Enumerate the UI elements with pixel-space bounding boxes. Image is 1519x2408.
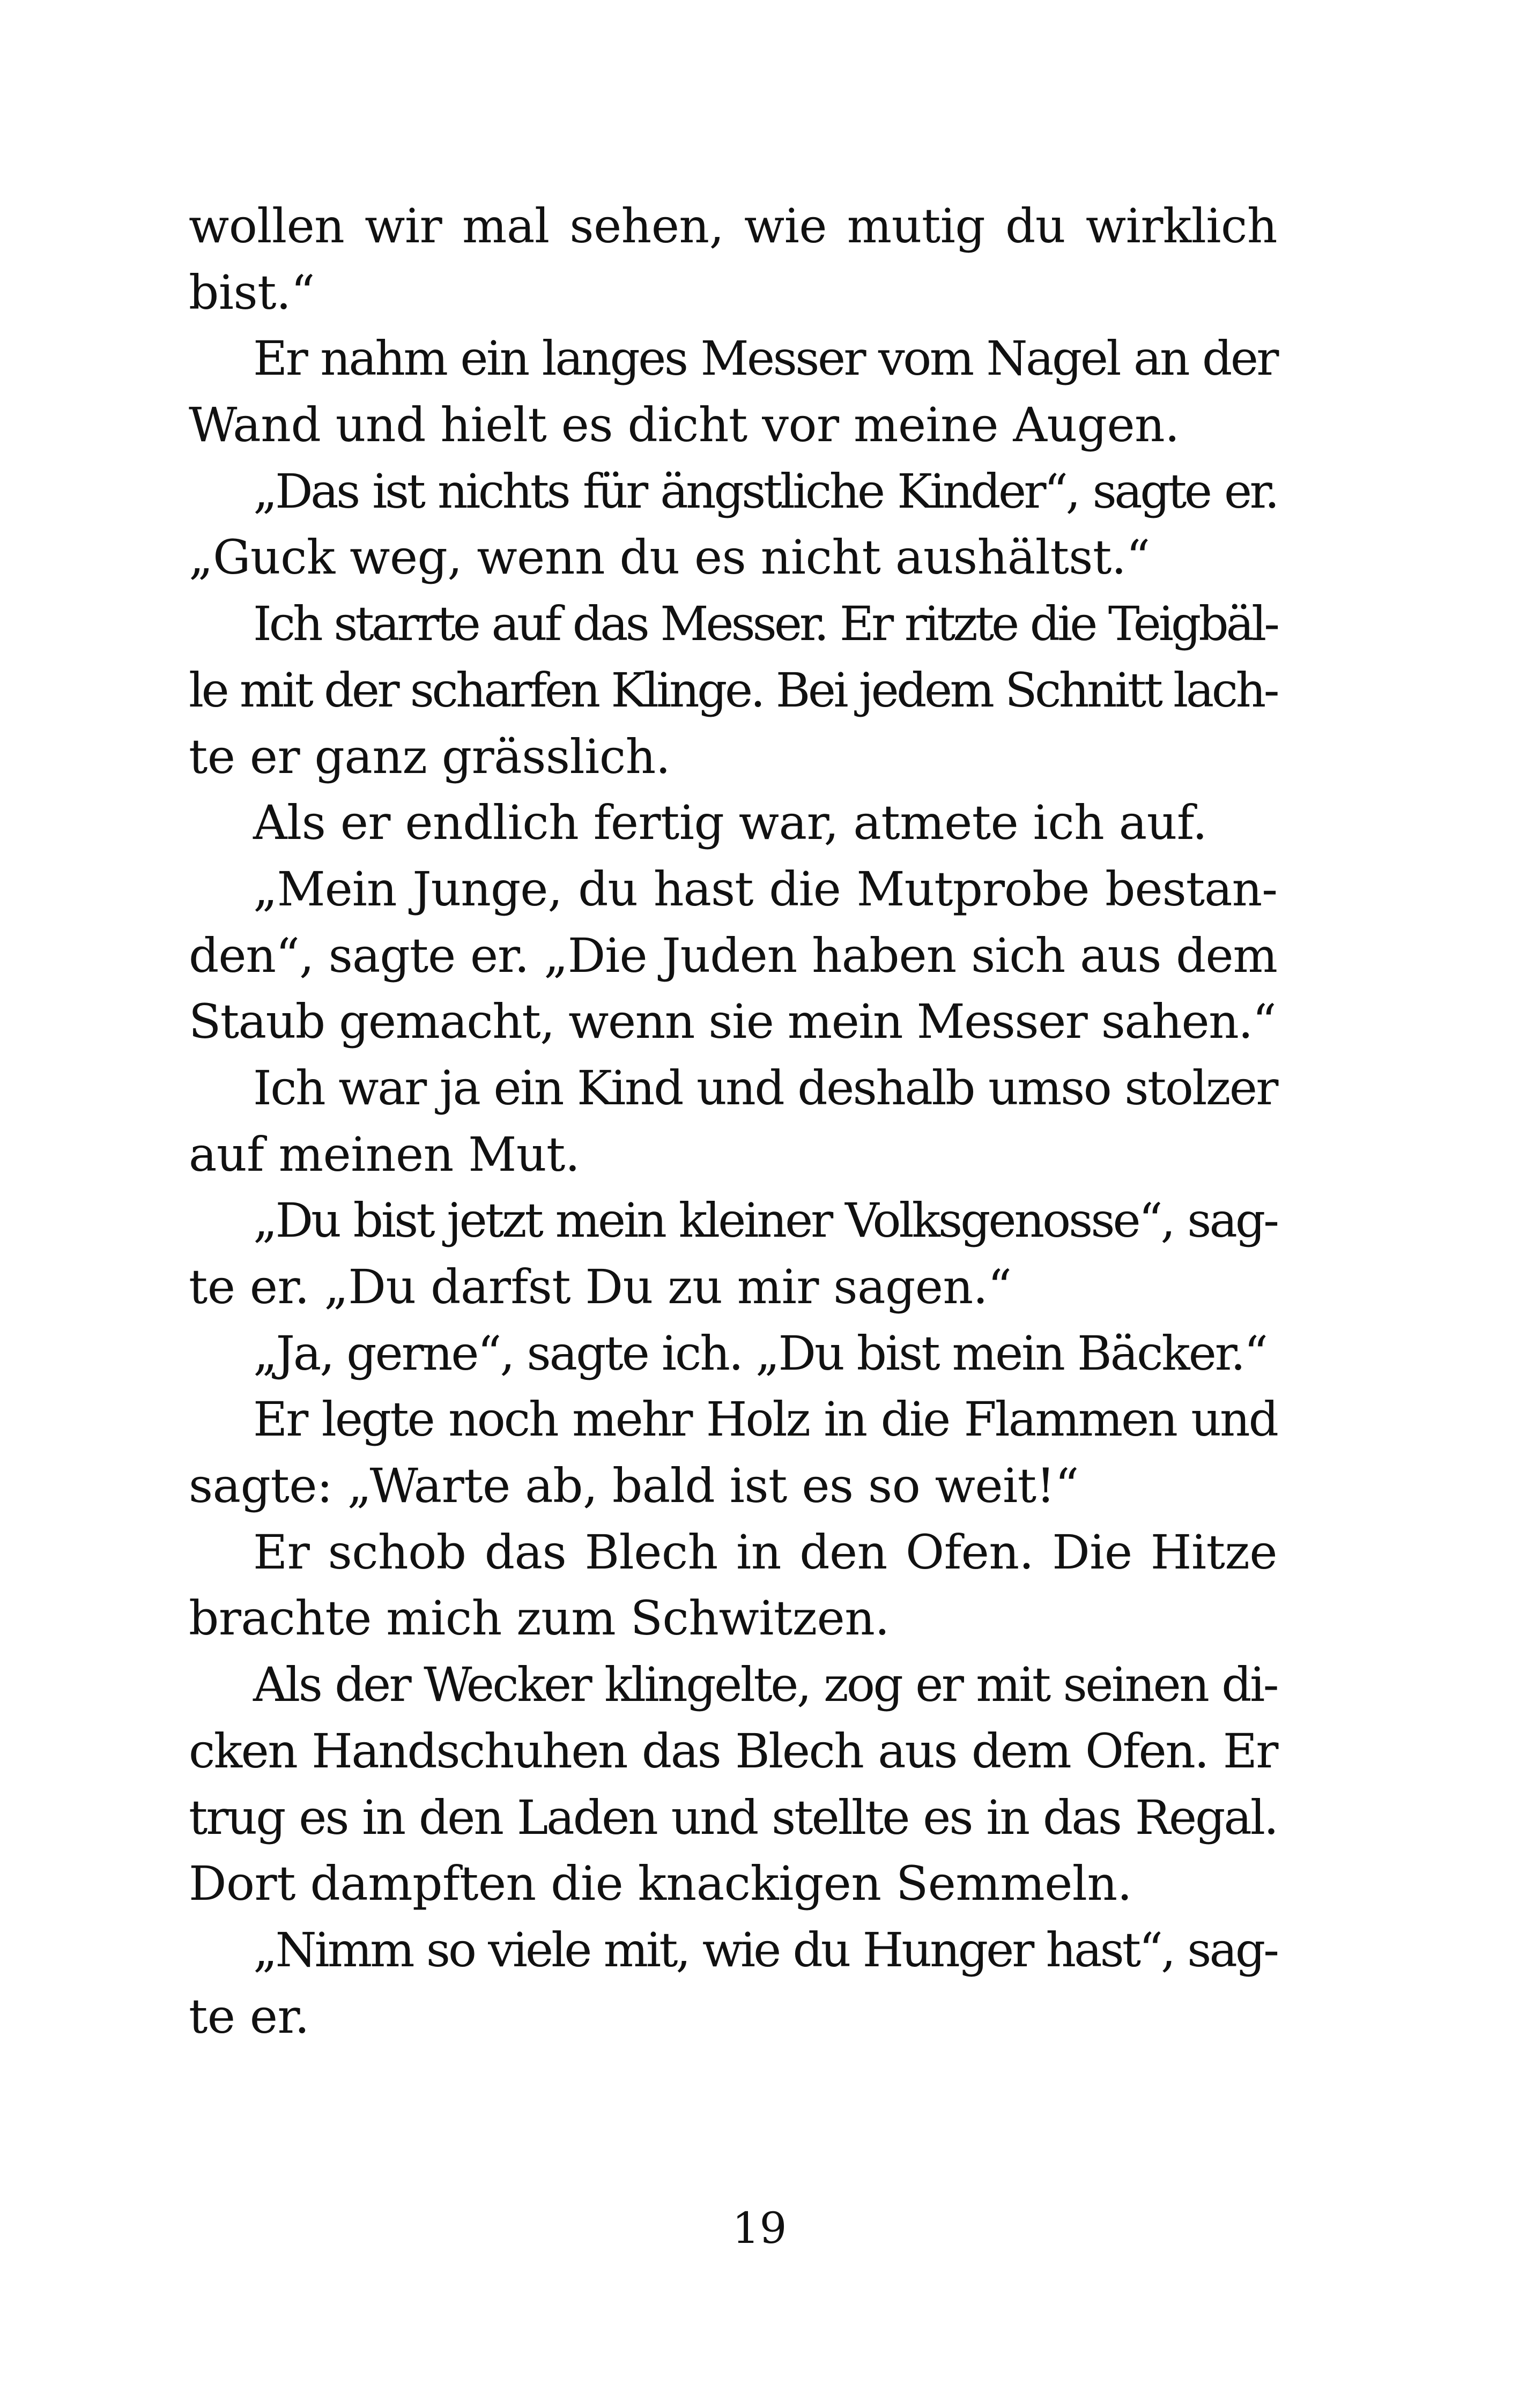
text-line: „Das ist nichts für ängstliche Kinder“, sagte er. (253, 463, 1277, 519)
text-line: te er. (189, 1988, 309, 2044)
text-line: cken Handschuhen das Blech aus dem Ofen. Er (189, 1723, 1277, 1779)
page-number: 19 (732, 2203, 787, 2253)
body-text (189, 193, 1277, 2049)
text-line: Ich starrte auf das Messer. Er ritzte die Teigbäl- (253, 596, 1277, 652)
text-line: den“, sagte er. „Die Juden haben sich aus dem (189, 927, 1277, 983)
text-line: auf meinen Mut. (189, 1126, 580, 1182)
text-line: te er. „Du darfst Du zu mir sagen.“ (189, 1259, 1012, 1314)
text-line: te er ganz grässlich. (189, 729, 671, 784)
text-line: Als er endlich fertig war, atmete ich auf. (253, 795, 1207, 851)
text-line: sagte: „Warte ab, bald ist es so weit!“ (189, 1458, 1079, 1514)
text-line: bist.“ (189, 264, 315, 320)
text-line: „Nimm so viele mit, wie du Hunger hast“, sag- (253, 1922, 1277, 1978)
text-line: „Du bist jetzt mein kleiner Volksgenosse“, sag- (253, 1193, 1277, 1248)
text-line: wollen wir mal sehen, wie mutig du wirklich (189, 198, 1277, 254)
text-line: Er legte noch mehr Holz in die Flammen und (253, 1392, 1277, 1447)
text-line: Als der Wecker klingelte, zog er mit seinen di- (253, 1657, 1277, 1713)
text-line: Er schob das Blech in den Ofen. Die Hitze (253, 1524, 1277, 1580)
text-line: Dort dampften die knackigen Semmeln. (189, 1856, 1132, 1912)
text-line: „Mein Junge, du hast die Mutprobe bestan- (253, 861, 1277, 917)
text-line: Ich war ja ein Kind und deshalb umso stolzer (253, 1060, 1277, 1116)
text-line: trug es in den Laden und stellte es in das Regal. (189, 1789, 1277, 1845)
text-line: Er nahm ein langes Messer vom Nagel an der (253, 331, 1277, 387)
text-line: Staub gemacht, wenn sie mein Messer sahen.“ (189, 994, 1276, 1050)
text-line: le mit der scharfen Klinge. Bei jedem Schnitt lach- (189, 662, 1277, 718)
text-line: brachte mich zum Schwitzen. (189, 1591, 890, 1646)
text-line: „Guck weg, wenn du es nicht aushältst.“ (189, 530, 1150, 585)
text-line: Wand und hielt es dicht vor meine Augen. (189, 397, 1180, 453)
text-line: „Ja, gerne“, sagte ich. „Du bist mein Bäcker.“ (253, 1325, 1267, 1381)
